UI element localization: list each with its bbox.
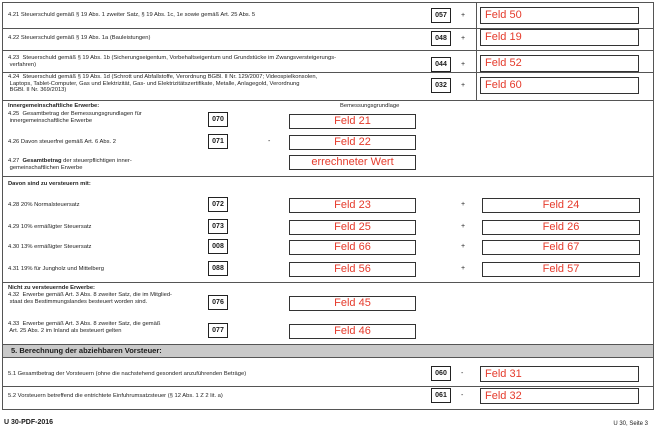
feld-19-field[interactable]: Feld 19 xyxy=(480,29,639,46)
row-4-32-label: 4.32 Erwerbe gemäß Art. 3 Abs. 8 zweiter Satz, die im Mitglied- staat des Bestimmungslandes besteuert worden sind. xyxy=(8,292,172,305)
feld-67-field[interactable]: Feld 67 xyxy=(482,240,640,255)
divider xyxy=(3,50,653,51)
code-076: 076 xyxy=(208,295,228,310)
divider xyxy=(3,72,653,73)
row-4-26-label: 4.26 Davon steuerfrei gemäß Art. 6 Abs. 2 xyxy=(8,139,116,145)
row-4-22-label: 4.22 Steuerschuld gemäß § 19 Abs. 1a (Bauleistungen) xyxy=(8,35,151,41)
plus-sign: + xyxy=(461,201,466,208)
ige-heading: Innergemeinschaftliche Erwerbe: xyxy=(8,103,100,109)
row-4-27-bold: Gesamtbetrag xyxy=(22,158,62,164)
code-032: 032 xyxy=(431,78,451,93)
code-057: 057 xyxy=(431,8,451,23)
code-061: 061 xyxy=(431,388,451,403)
code-060: 060 xyxy=(431,366,451,381)
taxed-heading: Davon sind zu versteuern mit: xyxy=(8,181,91,187)
divider xyxy=(3,282,653,283)
plus-sign: + xyxy=(461,35,466,42)
row-4-27-number: 4.27 xyxy=(8,158,20,164)
plus-sign: + xyxy=(461,82,466,89)
divider xyxy=(3,386,653,387)
row-4-31-label: 4.31 19% für Jungholz und Mittelberg xyxy=(8,266,105,272)
code-070: 070 xyxy=(208,112,228,127)
feld-57-field[interactable]: Feld 57 xyxy=(482,262,640,277)
minus-sign: - xyxy=(268,138,271,145)
feld-25-field[interactable]: Feld 25 xyxy=(289,220,416,235)
code-071: 071 xyxy=(208,134,228,149)
row-4-21-label: 4.21 Steuerschuld gemäß § 19 Abs. 1 zweiter Satz, § 19 Abs. 1c, 1e sowie gemäß Art. 25 Abs. 5 xyxy=(8,12,256,18)
feld-24-field[interactable]: Feld 24 xyxy=(482,198,640,213)
code-072: 072 xyxy=(208,197,228,212)
plus-sign: + xyxy=(461,223,466,230)
plus-sign: + xyxy=(461,61,466,68)
feld-32-field[interactable]: Feld 32 xyxy=(480,388,639,404)
code-073: 073 xyxy=(208,219,228,234)
row-4-25-label: 4.25 Gesamtbetrag der Bemessungsgrundlagen für innergemeinschaftliche Erwerbe xyxy=(8,111,142,124)
footer-page-number: U 30, Seite 3 xyxy=(613,421,648,427)
feld-22-field[interactable]: Feld 22 xyxy=(289,135,416,150)
row-4-27-text: der steuerpflichtigen inner- gemeinschaftlichen Erwerbe xyxy=(9,158,132,171)
row-4-27-label xyxy=(8,158,132,171)
section-5-heading: 5. Berechnung der abziehbaren Vorsteuer: xyxy=(3,344,653,358)
row-4-24-label: 4.24 Steuerschuld gemäß § 19 Abs. 1d (Schrott und Abfallstoffe, Verordnung BGBl. II Nr. 129/2007; Videospielkonsolen, Laptops, Tablet-Computer, Gas und Elektrizität, Gas- und Elektrizitätszertifikate, Metalle, Anlagegold, Verordnung BGBl. II Nr. 369/2013) xyxy=(8,74,318,94)
code-088: 088 xyxy=(208,261,228,276)
feld-66-field[interactable]: Feld 66 xyxy=(289,240,416,255)
row-5-2-label: 5.2 Vorsteuern betreffend die entrichtete Einfuhrumsatzsteuer (§ 12 Abs. 1 Z 2 lit. a) xyxy=(8,393,223,399)
divider xyxy=(3,176,653,177)
feld-52-field[interactable]: Feld 52 xyxy=(480,55,639,72)
minus-sign: - xyxy=(461,370,464,377)
row-4-28-label: 4.28 20% Normalsteuersatz xyxy=(8,202,80,208)
column-divider xyxy=(476,2,477,101)
feld-45-field[interactable]: Feld 45 xyxy=(289,296,416,311)
bemessungsgrundlage-header: Bemessungsgrundlage xyxy=(340,103,400,109)
row-4-30-label: 4.30 13% ermäßigter Steuersatz xyxy=(8,244,92,250)
code-077: 077 xyxy=(208,323,228,338)
plus-sign: + xyxy=(461,265,466,272)
row-4-23-label: 4.23 Steuerschuld gemäß § 19 Abs. 1b (Sicherungseigentum, Vorbehaltseigentum und Grundstücke im Zwangsversteigerungs- verfahren) xyxy=(8,55,337,68)
feld-21-field[interactable]: Feld 21 xyxy=(289,114,416,129)
row-4-33-label: 4.33 Erwerbe gemäß Art. 3 Abs. 8 zweiter Satz, die gemäß Art. 25 Abs. 2 im Inland als besteuert gelten xyxy=(8,321,161,334)
row-4-29-label: 4.29 10% ermäßigter Steuersatz xyxy=(8,224,92,230)
code-008: 008 xyxy=(208,239,228,254)
feld-60-field[interactable]: Feld 60 xyxy=(480,77,639,94)
code-048: 048 xyxy=(431,31,451,46)
feld-26-field[interactable]: Feld 26 xyxy=(482,220,640,235)
divider xyxy=(3,100,653,101)
feld-50-field[interactable]: Feld 50 xyxy=(480,7,639,24)
feld-31-field[interactable]: Feld 31 xyxy=(480,366,639,382)
footer-form-id: U 30-PDF-2016 xyxy=(4,419,54,426)
not-taxed-heading: Nicht zu versteuernde Erwerbe: xyxy=(8,285,95,291)
feld-56-field[interactable]: Feld 56 xyxy=(289,262,416,277)
feld-46-field[interactable]: Feld 46 xyxy=(289,324,416,339)
row-5-1-label: 5.1 Gesamtbetrag der Vorsteuern (ohne die nachstehend gesondert anzuführenden Beträge) xyxy=(8,371,247,377)
errechneter-wert-field[interactable]: errechneter Wert xyxy=(289,155,416,170)
minus-sign: - xyxy=(461,392,464,399)
plus-sign: + xyxy=(461,243,466,250)
feld-23-field[interactable]: Feld 23 xyxy=(289,198,416,213)
plus-sign: + xyxy=(461,12,466,19)
code-044: 044 xyxy=(431,57,451,72)
